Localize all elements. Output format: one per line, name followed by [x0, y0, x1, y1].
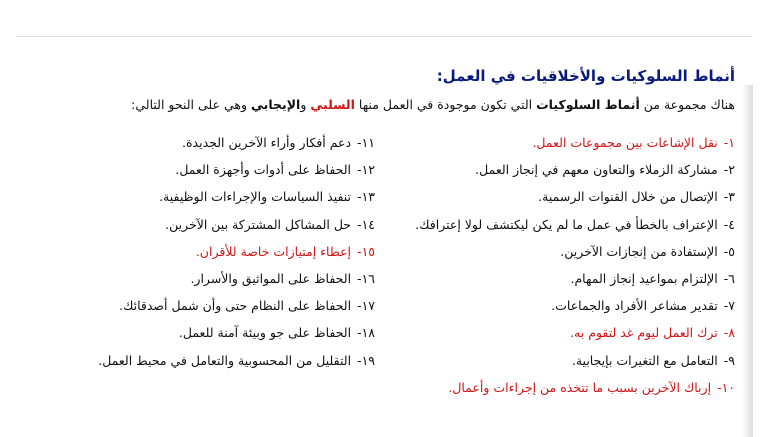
list-item	[98, 351, 375, 378]
intro-text-3: و	[300, 97, 311, 112]
item-number: ٢-	[723, 162, 735, 178]
item-text: ترك العمل ليوم غد لتقوم به.	[570, 325, 718, 341]
item-text: الحفاظ على المواثيق والأسرار.	[190, 270, 352, 286]
list-item	[415, 215, 735, 242]
item-number: ١٥-	[357, 243, 375, 259]
list-item	[98, 296, 375, 323]
item-number: ١٧-	[357, 298, 375, 314]
intro-text-1: هناك مجموعة من	[639, 97, 735, 112]
list-item	[415, 323, 735, 350]
item-text: نقل الإشاعات بين مجموعات العمل.	[532, 135, 718, 150]
item-text: الإتصال من خلال القنوات الرسمية.	[538, 189, 718, 205]
item-text: تقدير مشاعر الأفراد والجماعات.	[551, 298, 718, 314]
intro-positive-term: الإيجابي	[251, 97, 301, 112]
item-text: التعامل مع التغيرات بإيجابية.	[571, 352, 718, 368]
item-text: الحفاظ على أدوات وأجهزة العمل.	[175, 162, 352, 178]
intro-paragraph	[131, 97, 735, 112]
list-item	[415, 187, 735, 214]
item-text: إعطاء إمتيازات خاصة للأقران.	[195, 243, 352, 259]
item-number: ٤-	[723, 216, 735, 232]
item-number: ١٩-	[357, 352, 375, 368]
item-text: الحفاظ على جو وبيئة آمنة للعمل.	[178, 325, 352, 341]
item-text: الإعتراف بالخطأ في عمل ما لم يكن ليكتشف لولا إعترافك.	[415, 216, 718, 232]
item-number: ١٠-	[717, 379, 735, 395]
item-number: ٣-	[723, 189, 735, 205]
intro-text-2: التي تكون موجودة في العمل منها	[354, 97, 537, 112]
list-item	[98, 215, 375, 242]
item-text: دعم أفكار وأراء الآخرين الجديدة.	[182, 135, 352, 150]
item-number: ٨-	[723, 325, 735, 341]
section-title: أنماط السلوكيات والأخلاقيات في العمل:	[436, 67, 735, 85]
list-item	[415, 269, 735, 296]
page-edge-shadow	[742, 85, 753, 437]
behaviors-list-left	[98, 133, 375, 378]
item-number: ١١-	[357, 135, 375, 150]
item-number: ١٦-	[357, 270, 375, 286]
intro-bold-term: أنماط السلوكيات	[536, 97, 640, 112]
item-text: حل المشاكل المشتركة بين الآخرين.	[165, 216, 352, 232]
list-item	[98, 242, 375, 269]
list-item	[98, 269, 375, 296]
document-page	[16, 37, 753, 437]
item-text: تنفيذ السياسات والإجراءات الوظيفية.	[159, 189, 352, 205]
list-item	[98, 160, 375, 187]
item-number: ١٢-	[357, 162, 375, 178]
item-text: مشاركة الزملاء والتعاون معهم في إنجاز العمل.	[475, 162, 718, 178]
item-number: ١٨-	[357, 325, 375, 341]
list-item	[98, 323, 375, 350]
behaviors-list-right	[415, 133, 735, 405]
item-text: التقليل من المحسوبية والتعامل في محيط العمل.	[98, 352, 352, 368]
item-text: الحفاظ على النظام حتى وأن شمل أصدقائك.	[119, 298, 352, 314]
list-item	[415, 351, 735, 378]
list-item	[415, 296, 735, 323]
item-number: ٧-	[723, 298, 735, 314]
item-number: ٩-	[723, 352, 735, 368]
intro-text-4: وهي على النحو التالي:	[131, 97, 251, 112]
list-item	[98, 187, 375, 214]
list-item	[415, 160, 735, 187]
item-text: الإلتزام بمواعيد إنجاز المهام.	[570, 270, 718, 286]
list-item	[415, 378, 735, 405]
item-number: ١٤-	[357, 216, 375, 232]
list-item	[98, 133, 375, 160]
list-item	[415, 242, 735, 269]
item-number: ٦-	[723, 270, 735, 286]
list-item	[415, 133, 735, 160]
item-text: الإستفادة من إنجازات الآخرين.	[560, 243, 718, 259]
item-text: إرباك الآخرين بسبب ما تتخذه من إجراءات وأعمال.	[448, 379, 712, 395]
item-number: ٥-	[723, 243, 735, 259]
item-number: ١٣-	[357, 189, 375, 205]
item-number: ١-	[723, 135, 735, 150]
intro-negative-term: السلبي	[310, 97, 355, 112]
